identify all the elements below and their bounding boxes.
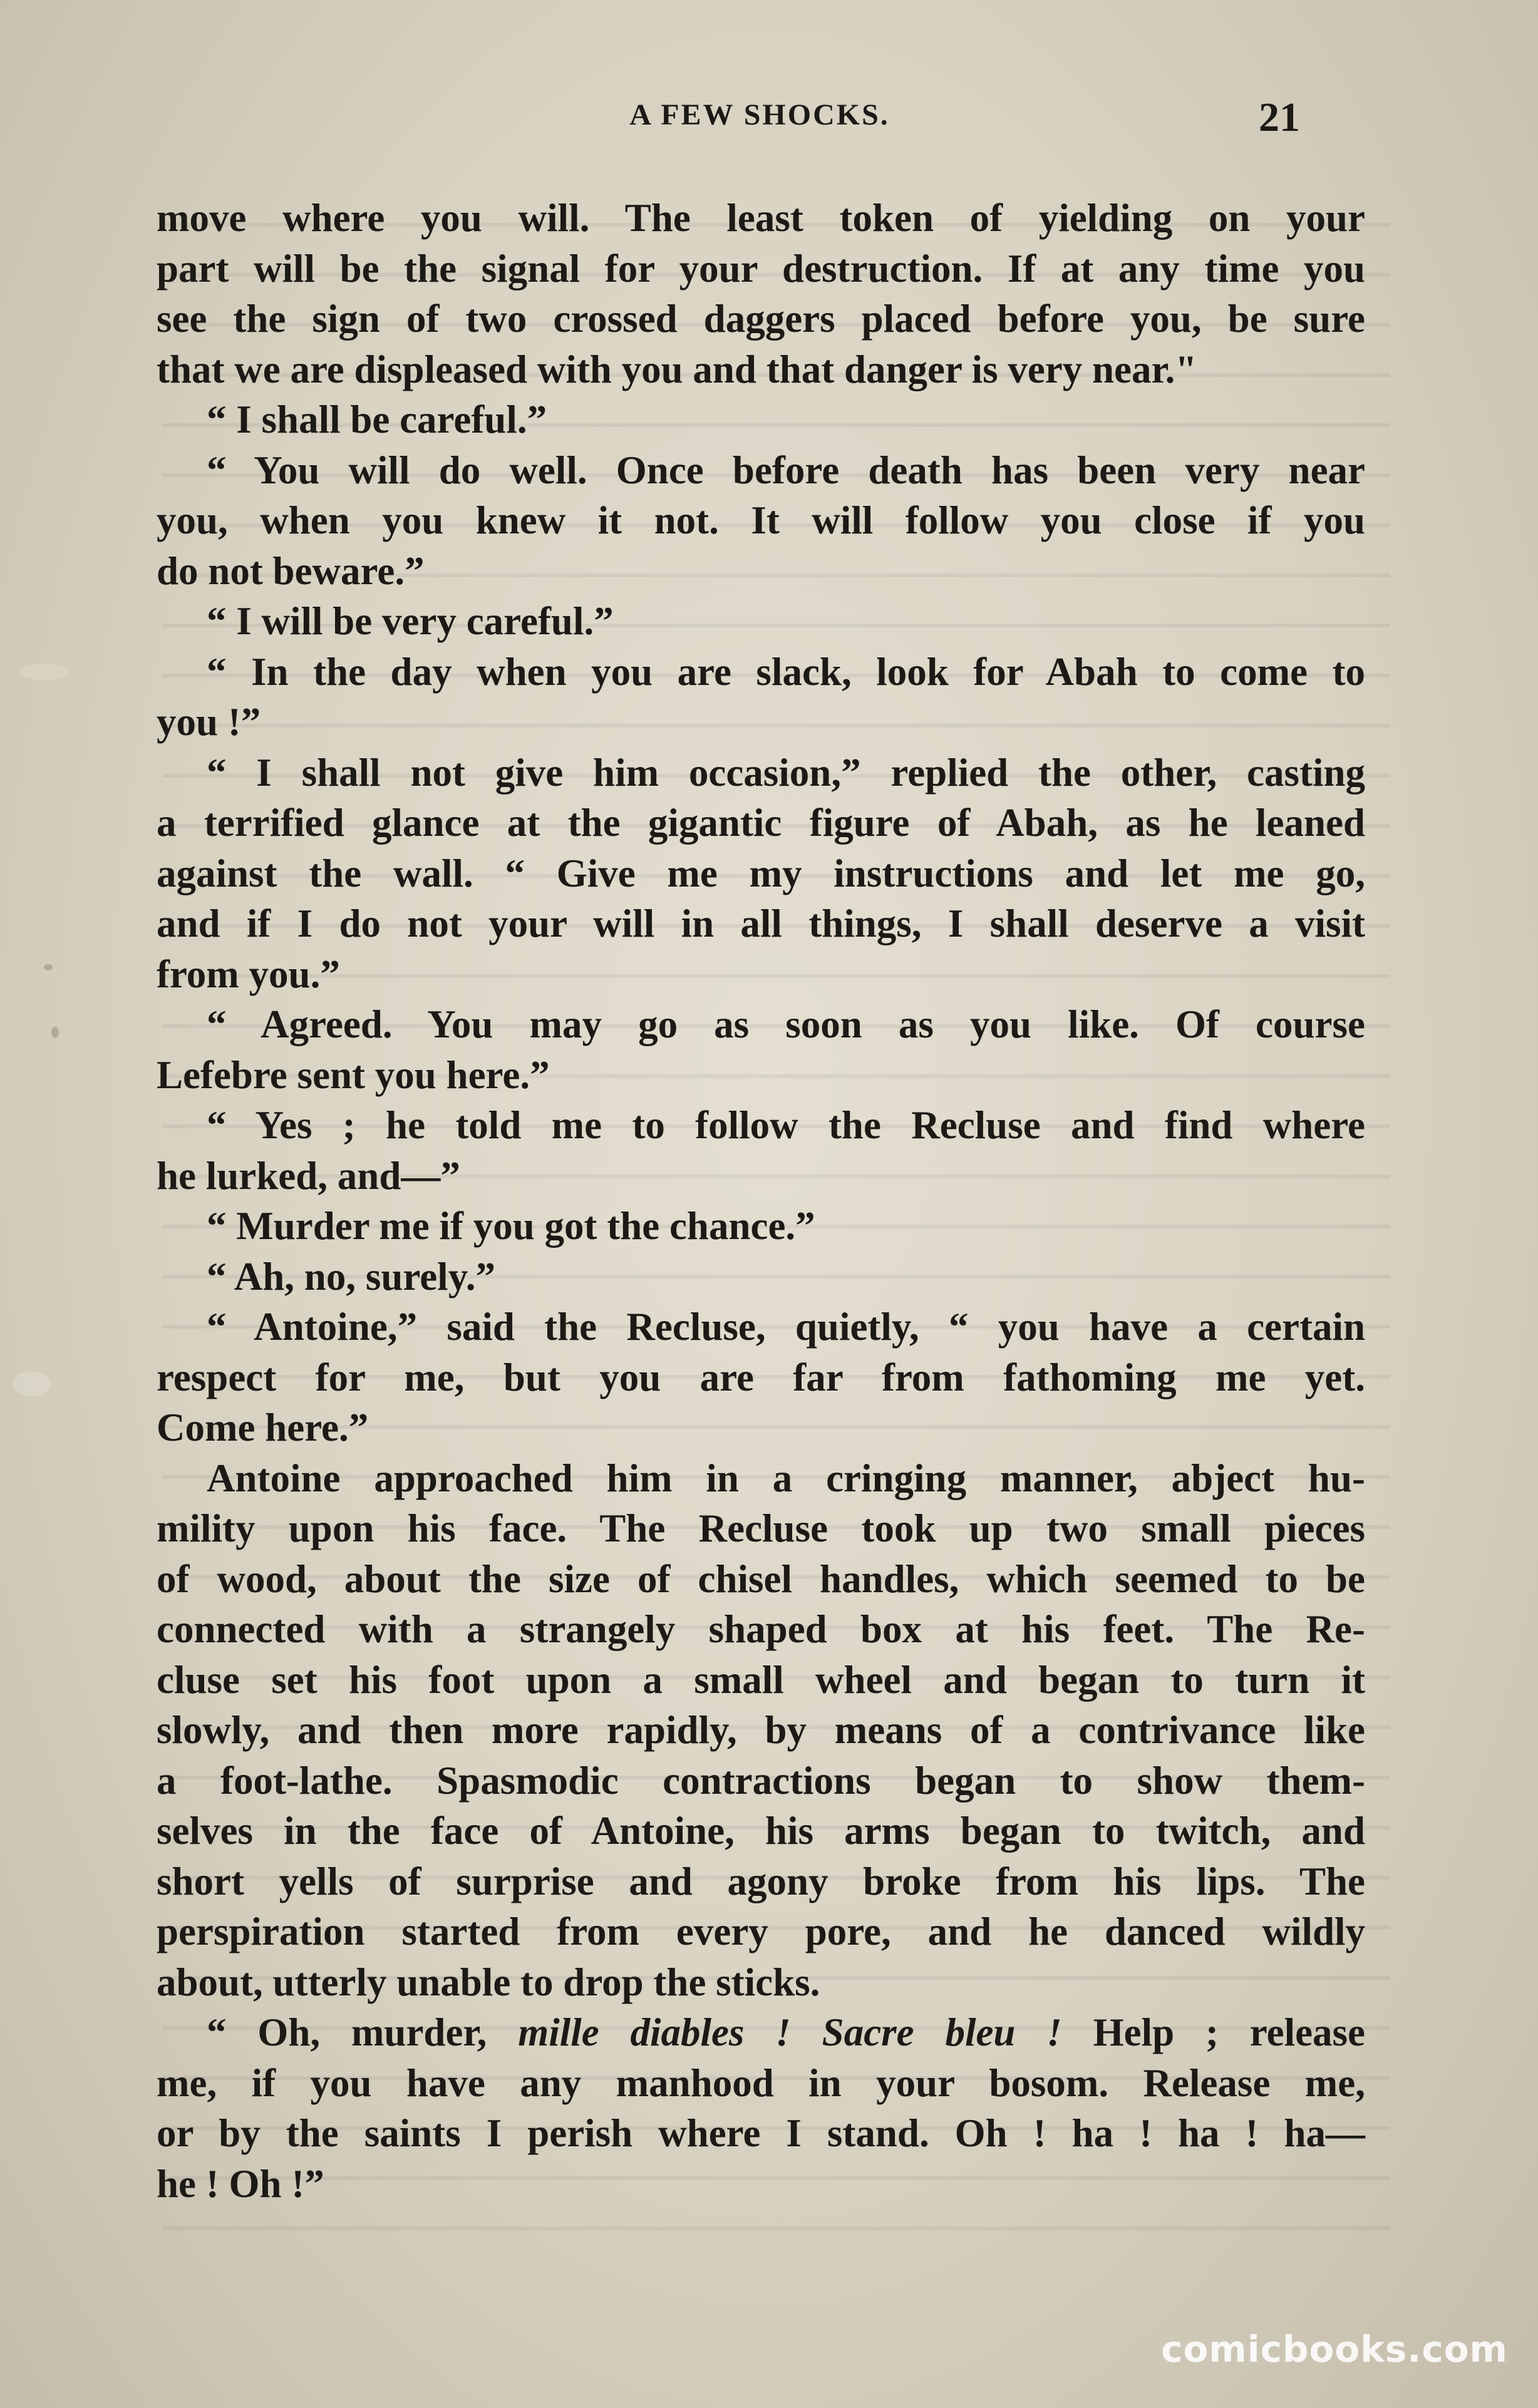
text-line: “ Agreed. You may go as soon as you like. Of course [207, 1002, 1365, 1046]
text-line: connected with a strangely shaped box at his feet. The Re- [157, 1607, 1365, 1651]
text-line: move where you will. The least token of yielding on your [157, 196, 1365, 240]
running-head: A FEW SHOCKS. [629, 98, 890, 131]
text-line: “ I shall be careful.” [207, 398, 547, 441]
paper-tear [13, 1371, 50, 1396]
text-line: perspiration started from every pore, and he danced wildly [157, 1910, 1365, 1953]
text-line: see the sign of two crossed daggers placed before you, be sure [157, 297, 1365, 341]
text-line: of wood, about the size of chisel handles, which seemed to be [157, 1556, 1365, 1601]
text-line: that we are displeased with you and that danger is very near." [157, 347, 1197, 391]
paper-spot [51, 1027, 59, 1038]
text-line: “ Oh, murder, mille diables ! Sacre bleu ! Help ; release [207, 2010, 1366, 2054]
text-line: you, when you knew it not. It will follow you close if you [157, 498, 1365, 542]
text-line: part will be the signal for your destruction. If at any time you [157, 246, 1365, 291]
paper-tear [19, 664, 69, 680]
text-line: slowly, and then more rapidly, by means of a contrivance like [157, 1708, 1365, 1752]
paper-spot [44, 964, 53, 970]
text-line: Antoine approached him in a cringing manner, abject hu- [207, 1456, 1365, 1500]
text-line: short yells of surprise and agony broke from his lips. The [157, 1859, 1365, 1903]
watermark: comicbooks.com [1161, 2328, 1508, 2370]
text-line: mility upon his face. The Recluse took up two small pieces [157, 1506, 1365, 1550]
text-line: “ You will do well. Once before death has been very near [207, 448, 1365, 492]
page-header [157, 94, 1363, 138]
text-line: “ Murder me if you got the chance.” [207, 1204, 815, 1248]
text-line: “ I will be very careful.” [207, 599, 614, 643]
text-line: selves in the face of Antoine, his arms began to twitch, and [157, 1809, 1365, 1853]
text-line: “ In the day when you are slack, look for Abah to come to [207, 649, 1365, 694]
text-line: Lefebre sent you here.” [157, 1052, 550, 1097]
text-line: “ Ah, no, surely.” [207, 1254, 495, 1299]
text-line: Come here.” [157, 1406, 369, 1449]
text-line: or by the saints I perish where I stand. Oh ! ha ! ha ! ha— [157, 2111, 1365, 2155]
text-line: do not beware.” [157, 548, 425, 593]
text-line: and if I do not your will in all things, I shall deserve a visit [157, 902, 1365, 945]
text-line: a terrified glance at the gigantic figure of Abah, as he leaned [157, 801, 1365, 845]
text-line: “ I shall not give him occasion,” replied the other, casting [207, 750, 1365, 795]
text-line: cluse set his foot upon a small wheel and began to turn it [157, 1657, 1365, 1702]
text-line: “ Antoine,” said the Recluse, quietly, “ you have a certain [207, 1305, 1365, 1349]
body-text [157, 193, 1365, 2209]
text-line: about, utterly unable to drop the sticks. [157, 1960, 820, 2004]
text-line: “ Yes ; he told me to follow the Recluse and find where [207, 1103, 1365, 1147]
text-line: a foot-lathe. Spasmodic contractions began to show them- [157, 1758, 1365, 1803]
text-line: from you.” [157, 952, 340, 996]
text-line: he ! Oh !” [157, 2161, 324, 2206]
text-line: he lurked, and—” [157, 1153, 460, 1198]
page-number: 21 [1259, 95, 1300, 140]
text-line: me, if you have any manhood in your bosom. Release me, [157, 2061, 1365, 2105]
text-line: you !” [157, 700, 261, 744]
text-line: against the wall. “ Give me my instructions and let me go, [157, 851, 1365, 895]
text-line: respect for me, but you are far from fathoming me yet. [157, 1355, 1365, 1399]
